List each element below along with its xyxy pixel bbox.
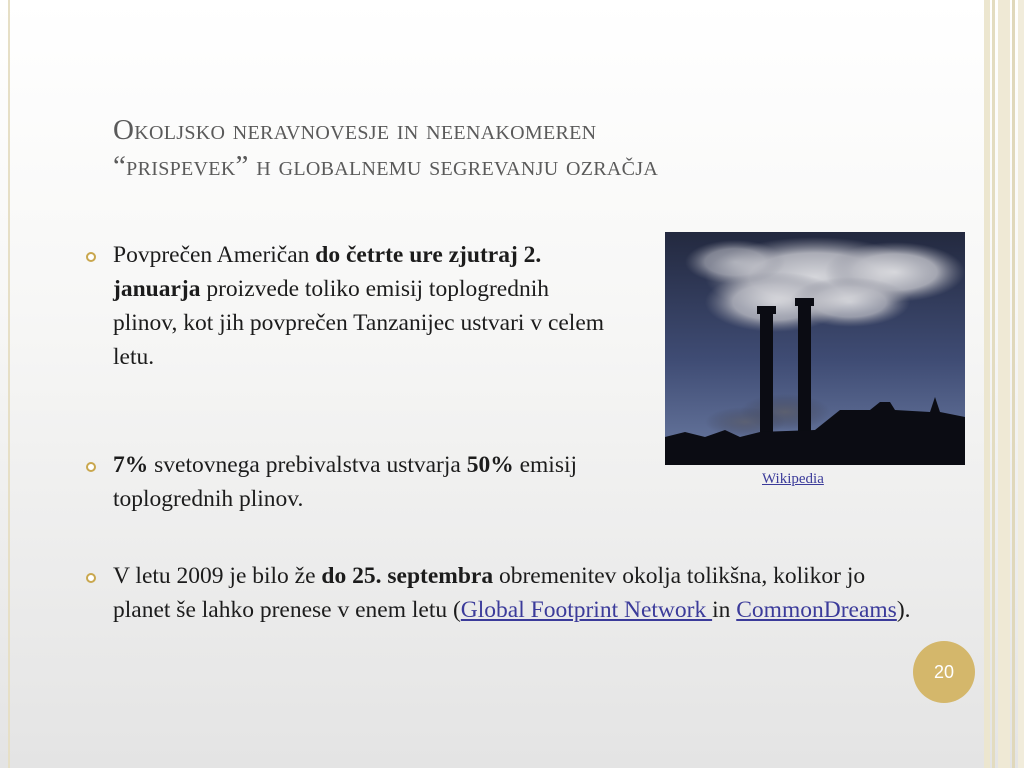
bullet-text: in <box>712 597 737 623</box>
bullet-text: V letu 2009 je bilo že <box>113 563 322 589</box>
smokestacks-photo <box>665 232 965 465</box>
global-footprint-network-link[interactable]: Global Footprint Network <box>460 597 713 623</box>
right-decorative-bars <box>980 0 1024 768</box>
bullet-marker <box>86 573 96 583</box>
bullet-marker <box>86 252 96 262</box>
slide-title-line-2: “prispevek” h globalnemu segrevanju ozračja <box>113 150 659 182</box>
left-decorative-rule <box>8 0 10 768</box>
image-caption-wikipedia-link[interactable]: Wikipedia <box>762 471 824 487</box>
bullet-text: Povprečen Američan <box>113 242 316 268</box>
commondreams-link[interactable]: CommonDreams <box>736 597 897 623</box>
bullet-marker <box>86 462 96 472</box>
bullet-population-share <box>113 448 613 516</box>
page-number-badge: 20 <box>913 641 975 703</box>
slide-title-line-1: Okoljsko neravnovesje in neenakomeren <box>113 114 597 146</box>
bullet-overshoot-day <box>113 559 913 627</box>
bullet-text: ). <box>896 597 911 623</box>
bullet-american-emissions <box>113 238 613 374</box>
bullet-text: svetovnega prebivalstva ustvarja <box>148 452 467 478</box>
bullet-text: proizvede toliko emisij toplogrednih plinov, kot jih povprečen Tanzanijec ustvari v celem letu. <box>113 276 605 370</box>
bullet-bold-text: do četrte ure zjutraj 2. januarja <box>113 242 542 302</box>
bullet-text: emisij toplogrednih plinov. <box>113 452 578 512</box>
bullet-bold-text: 7% <box>113 452 149 478</box>
bullet-bold-text: 50% <box>466 452 514 478</box>
bullet-text: obremenitev okolja tolikšna, kolikor jo planet še lahko prenese v enem letu ( <box>113 563 866 623</box>
slide-title <box>113 112 913 184</box>
bullet-bold-text: do 25. septembra <box>321 563 494 589</box>
